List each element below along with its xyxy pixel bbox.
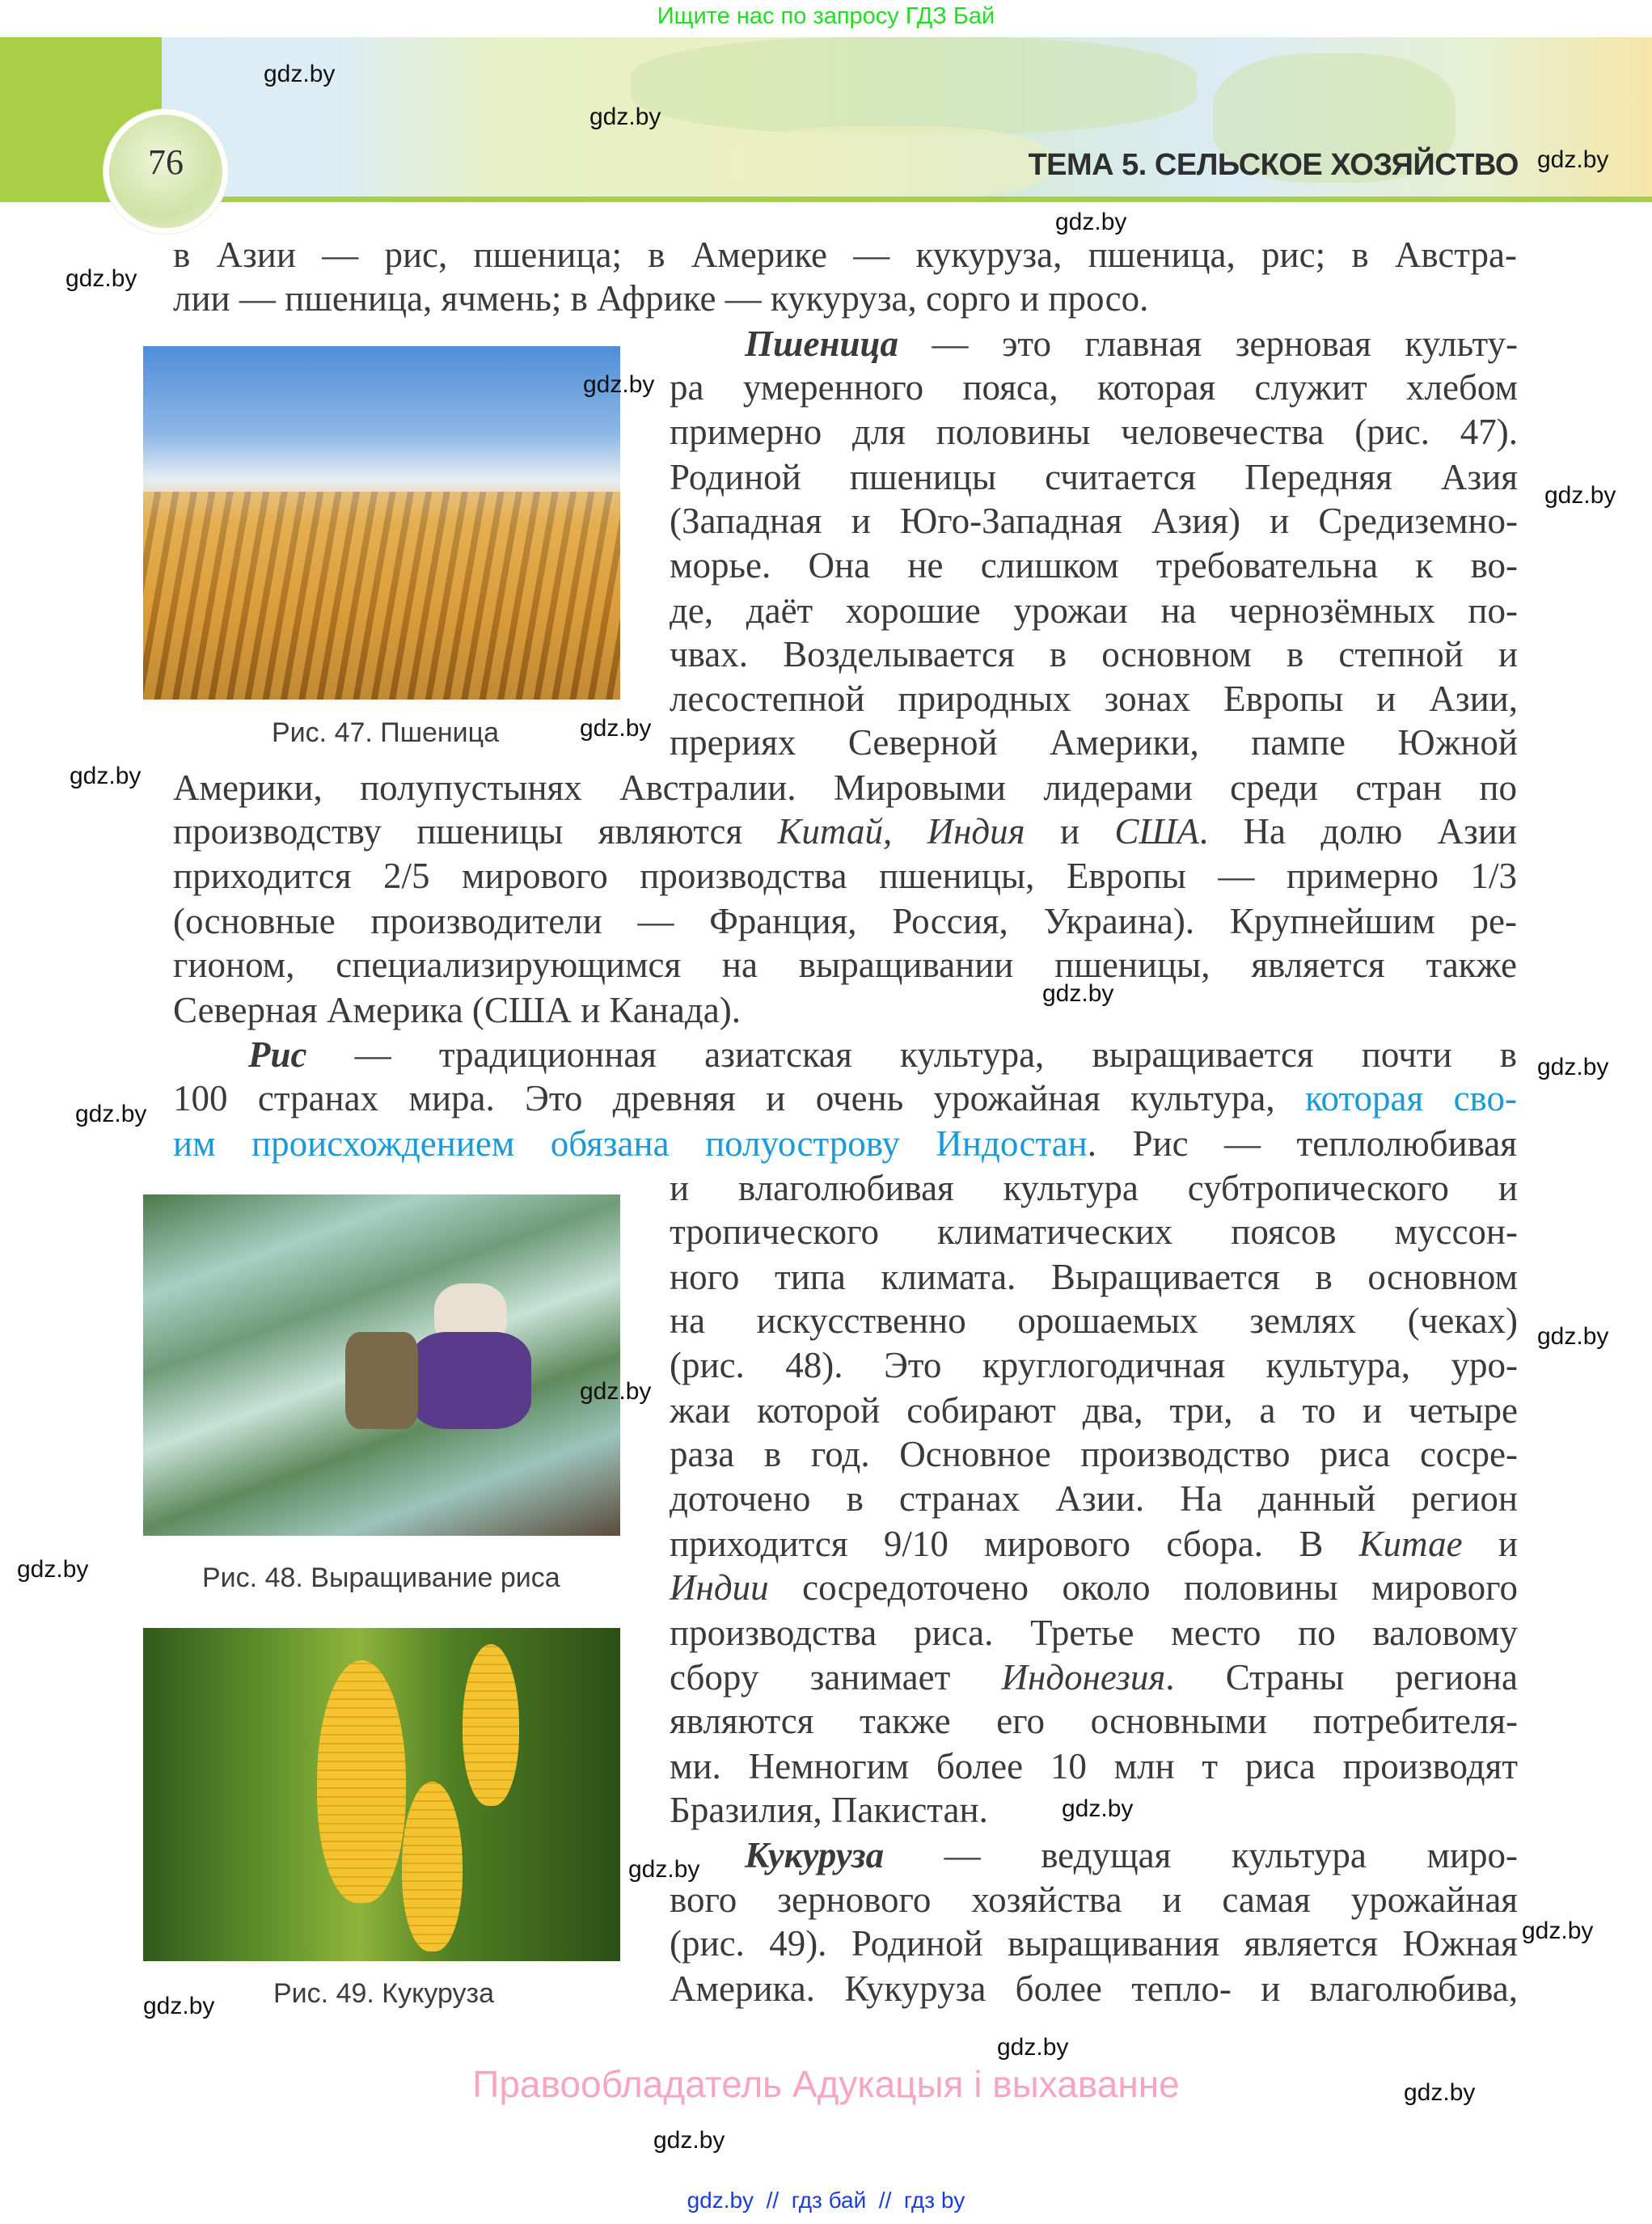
text-span: и <box>1025 811 1115 852</box>
corn-image <box>143 1628 620 1961</box>
text-line <box>173 943 1517 987</box>
text-span: сбору занимает <box>670 1657 1002 1698</box>
search-hint: Ищите нас по запросу ГДЗ Бай <box>657 3 995 29</box>
text-span: и влаголюбивая культура субтропического и <box>670 1168 1518 1208</box>
text-line <box>670 721 1518 765</box>
text-line <box>745 322 1518 366</box>
highlighted-link-text[interactable]: им происхождением обязана полуострову Индостан <box>173 1123 1088 1164</box>
text-span: жаи которой собирают два, три, а то и четыре <box>670 1390 1518 1431</box>
text-line <box>248 1033 1517 1077</box>
topic-title: ТЕМА 5. СЕЛЬСКОЕ ХОЗЯЙСТВО <box>1028 148 1519 182</box>
text-span: примерно для половины человечества (рис. 47). <box>670 412 1518 452</box>
text-span: . На долю Азии <box>1198 811 1517 852</box>
watermark: gdz.by <box>1537 1323 1609 1350</box>
text-span: (рис. 49). Родиной выращивания является Южная <box>670 1923 1518 1964</box>
text-line <box>670 1477 1518 1521</box>
text-line <box>670 1166 1518 1211</box>
text-line <box>670 366 1518 410</box>
header-divider <box>0 197 1652 202</box>
text-line <box>670 1699 1518 1744</box>
watermark: gdz.by <box>1062 1795 1134 1822</box>
text-line <box>173 810 1517 854</box>
watermark: gdz.by <box>1544 482 1616 509</box>
text-span: Америки, полупустынях Австралии. Мировыми лидерами среди стран по <box>173 767 1517 808</box>
text-span: (Западная и Юго-Западная Азия) и Средиземно- <box>670 501 1518 541</box>
watermark: gdz.by <box>1537 1054 1609 1080</box>
text-line <box>670 543 1518 588</box>
watermark: gdz.by <box>580 1378 652 1405</box>
watermark: gdz.by <box>1404 2079 1476 2106</box>
text-line <box>173 233 1517 277</box>
text-line <box>670 499 1518 543</box>
text-span: — это главная зерновая культу- <box>898 323 1518 364</box>
term-heading: Пшеница <box>745 323 898 364</box>
page-number: 76 <box>148 142 184 182</box>
term-heading: Рис <box>248 1034 307 1075</box>
watermark: gdz.by <box>1537 146 1609 173</box>
text-line <box>670 1566 1518 1610</box>
text-span: . Рис — теплолюбивая <box>1087 1123 1517 1164</box>
text-span: (рис. 48). Это круглогодичная культура, уро- <box>670 1345 1518 1385</box>
text-span: Бразилия, Пакистан. <box>670 1790 988 1830</box>
watermark: gdz.by <box>589 104 661 130</box>
text-span: прериях Северной Америки, пампе Южной <box>670 722 1518 763</box>
text-line <box>670 1343 1518 1388</box>
text-span: Родиной пшеницы считается Передняя Азия <box>670 457 1518 497</box>
text-line <box>670 1255 1518 1300</box>
watermark: gdz.by <box>143 1993 215 2019</box>
text-span: доточено в странах Азии. На данный регион <box>670 1478 1518 1519</box>
text-line <box>670 1655 1518 1700</box>
figure-caption: Рис. 47. Пшеница <box>272 717 500 748</box>
watermark: gdz.by <box>70 763 142 789</box>
watermark: gdz.by <box>75 1101 147 1127</box>
text-span: . Страны региона <box>1165 1657 1518 1698</box>
text-span: Северная Америка (США и Канада). <box>173 990 741 1030</box>
text-line <box>670 455 1518 500</box>
text-line <box>670 410 1518 455</box>
text-line <box>173 854 1517 898</box>
text-span: — ведущая культура миро- <box>884 1835 1518 1875</box>
copyright-notice: Правообладатель Адукацыя і выхаванне <box>472 2063 1180 2105</box>
text-line <box>173 1076 1517 1121</box>
watermark: gdz.by <box>1042 980 1114 1007</box>
text-span: ра умеренного пояса, которая служит хлебом <box>670 367 1518 408</box>
text-span: вого зернового хозяйства и самая урожайная <box>670 1879 1518 1920</box>
figure-caption: Рис. 49. Кукуруза <box>273 1978 494 2009</box>
watermark: gdz.by <box>17 1556 89 1583</box>
text-span: ми. Немногим более 10 млн т риса производят <box>670 1746 1518 1786</box>
text-span: Индонезия <box>1001 1657 1166 1698</box>
watermark: gdz.by <box>580 715 652 742</box>
figure-caption: Рис. 48. Выращивание риса <box>202 1562 560 1593</box>
text-span: Америка. Кукуруза более тепло- и влаголюбива, <box>670 1968 1518 2009</box>
text-line <box>173 988 1517 1033</box>
text-line <box>670 1878 1518 1922</box>
text-line <box>670 1744 1518 1789</box>
text-line <box>173 277 1517 321</box>
text-line <box>670 1210 1518 1254</box>
watermark: gdz.by <box>65 265 137 292</box>
text-span: — традиционная азиатская культура, выращивается почти в <box>306 1034 1517 1075</box>
text-span: приходится 2/5 мирового производства пшеницы, Европы — примерно 1/3 <box>173 856 1517 896</box>
text-line <box>670 1389 1518 1433</box>
highlighted-link-text[interactable]: которая сво- <box>1304 1078 1517 1118</box>
text-line <box>173 766 1517 810</box>
watermark: gdz.by <box>583 371 655 398</box>
watermark: gdz.by <box>997 2034 1069 2061</box>
text-span: Китае <box>1358 1524 1463 1564</box>
text-line <box>670 632 1518 677</box>
term-heading: Кукуруза <box>745 1835 885 1875</box>
text-line <box>670 1432 1518 1477</box>
text-span: производству пшеницы являются <box>173 811 778 852</box>
text-span: раза в год. Основное производство риса сосре- <box>670 1434 1518 1474</box>
watermark: gdz.by <box>1055 209 1127 235</box>
watermark: gdz.by <box>264 61 336 87</box>
text-span: производства риса. Третье место по валовому <box>670 1613 1518 1653</box>
text-span: тропического климатических поясов муссон- <box>670 1211 1518 1252</box>
text-span: 100 странах мира. Это древняя и очень урожайная культура, <box>173 1078 1305 1118</box>
text-span: являются также его основными потребителя- <box>670 1701 1518 1741</box>
text-span: приходится 9/10 мирового сбора. В <box>670 1524 1359 1564</box>
text-span: в Азии — рис, пшеница; в Америке — кукуруза, пшеница, рис; в Австра- <box>173 235 1517 275</box>
footer-links[interactable]: gdz.by // гдз бай // гдз by <box>687 2188 965 2213</box>
watermark: gdz.by <box>653 2127 725 2154</box>
text-line <box>670 589 1518 633</box>
text-span: (основные производители — Франция, Россия, Украина). Крупнейшим ре- <box>173 901 1517 941</box>
text-span: и <box>1462 1524 1518 1564</box>
wheat-image <box>143 346 620 700</box>
text-span: Китай, Индия <box>777 811 1025 852</box>
text-span: США <box>1114 811 1199 852</box>
text-span: морье. Она не слишком требовательна к во- <box>670 545 1518 586</box>
text-line <box>670 677 1518 721</box>
text-line <box>173 1122 1517 1166</box>
watermark: gdz.by <box>628 1856 700 1883</box>
text-line <box>745 1833 1518 1878</box>
text-line <box>670 1299 1518 1343</box>
text-line <box>173 899 1517 944</box>
text-span: лесостепной природных зонах Европы и Азии, <box>670 679 1518 719</box>
text-span: гионом, специализирующимся на выращивании пшеницы, является также <box>173 945 1517 985</box>
text-line <box>670 1611 1518 1655</box>
text-span: ного типа климата. Выращивается в основном <box>670 1257 1518 1297</box>
text-span: де, даёт хорошие урожаи на чернозёмных по- <box>670 590 1518 631</box>
text-span: сосредоточено около половины мирового <box>768 1567 1518 1608</box>
text-span: Индии <box>670 1567 769 1608</box>
text-line <box>670 1967 1518 2011</box>
rice-image <box>143 1194 620 1536</box>
text-line <box>670 1522 1518 1567</box>
text-span: на искусственно орошаемых землях (чеках) <box>670 1300 1518 1341</box>
watermark: gdz.by <box>1522 1917 1594 1944</box>
text-span: чвах. Возделывается в основном в степной и <box>670 634 1518 674</box>
text-span: лии — пшеница, ячмень; в Африке — кукуруза, сорго и просо. <box>173 278 1149 319</box>
text-line <box>670 1922 1518 1966</box>
